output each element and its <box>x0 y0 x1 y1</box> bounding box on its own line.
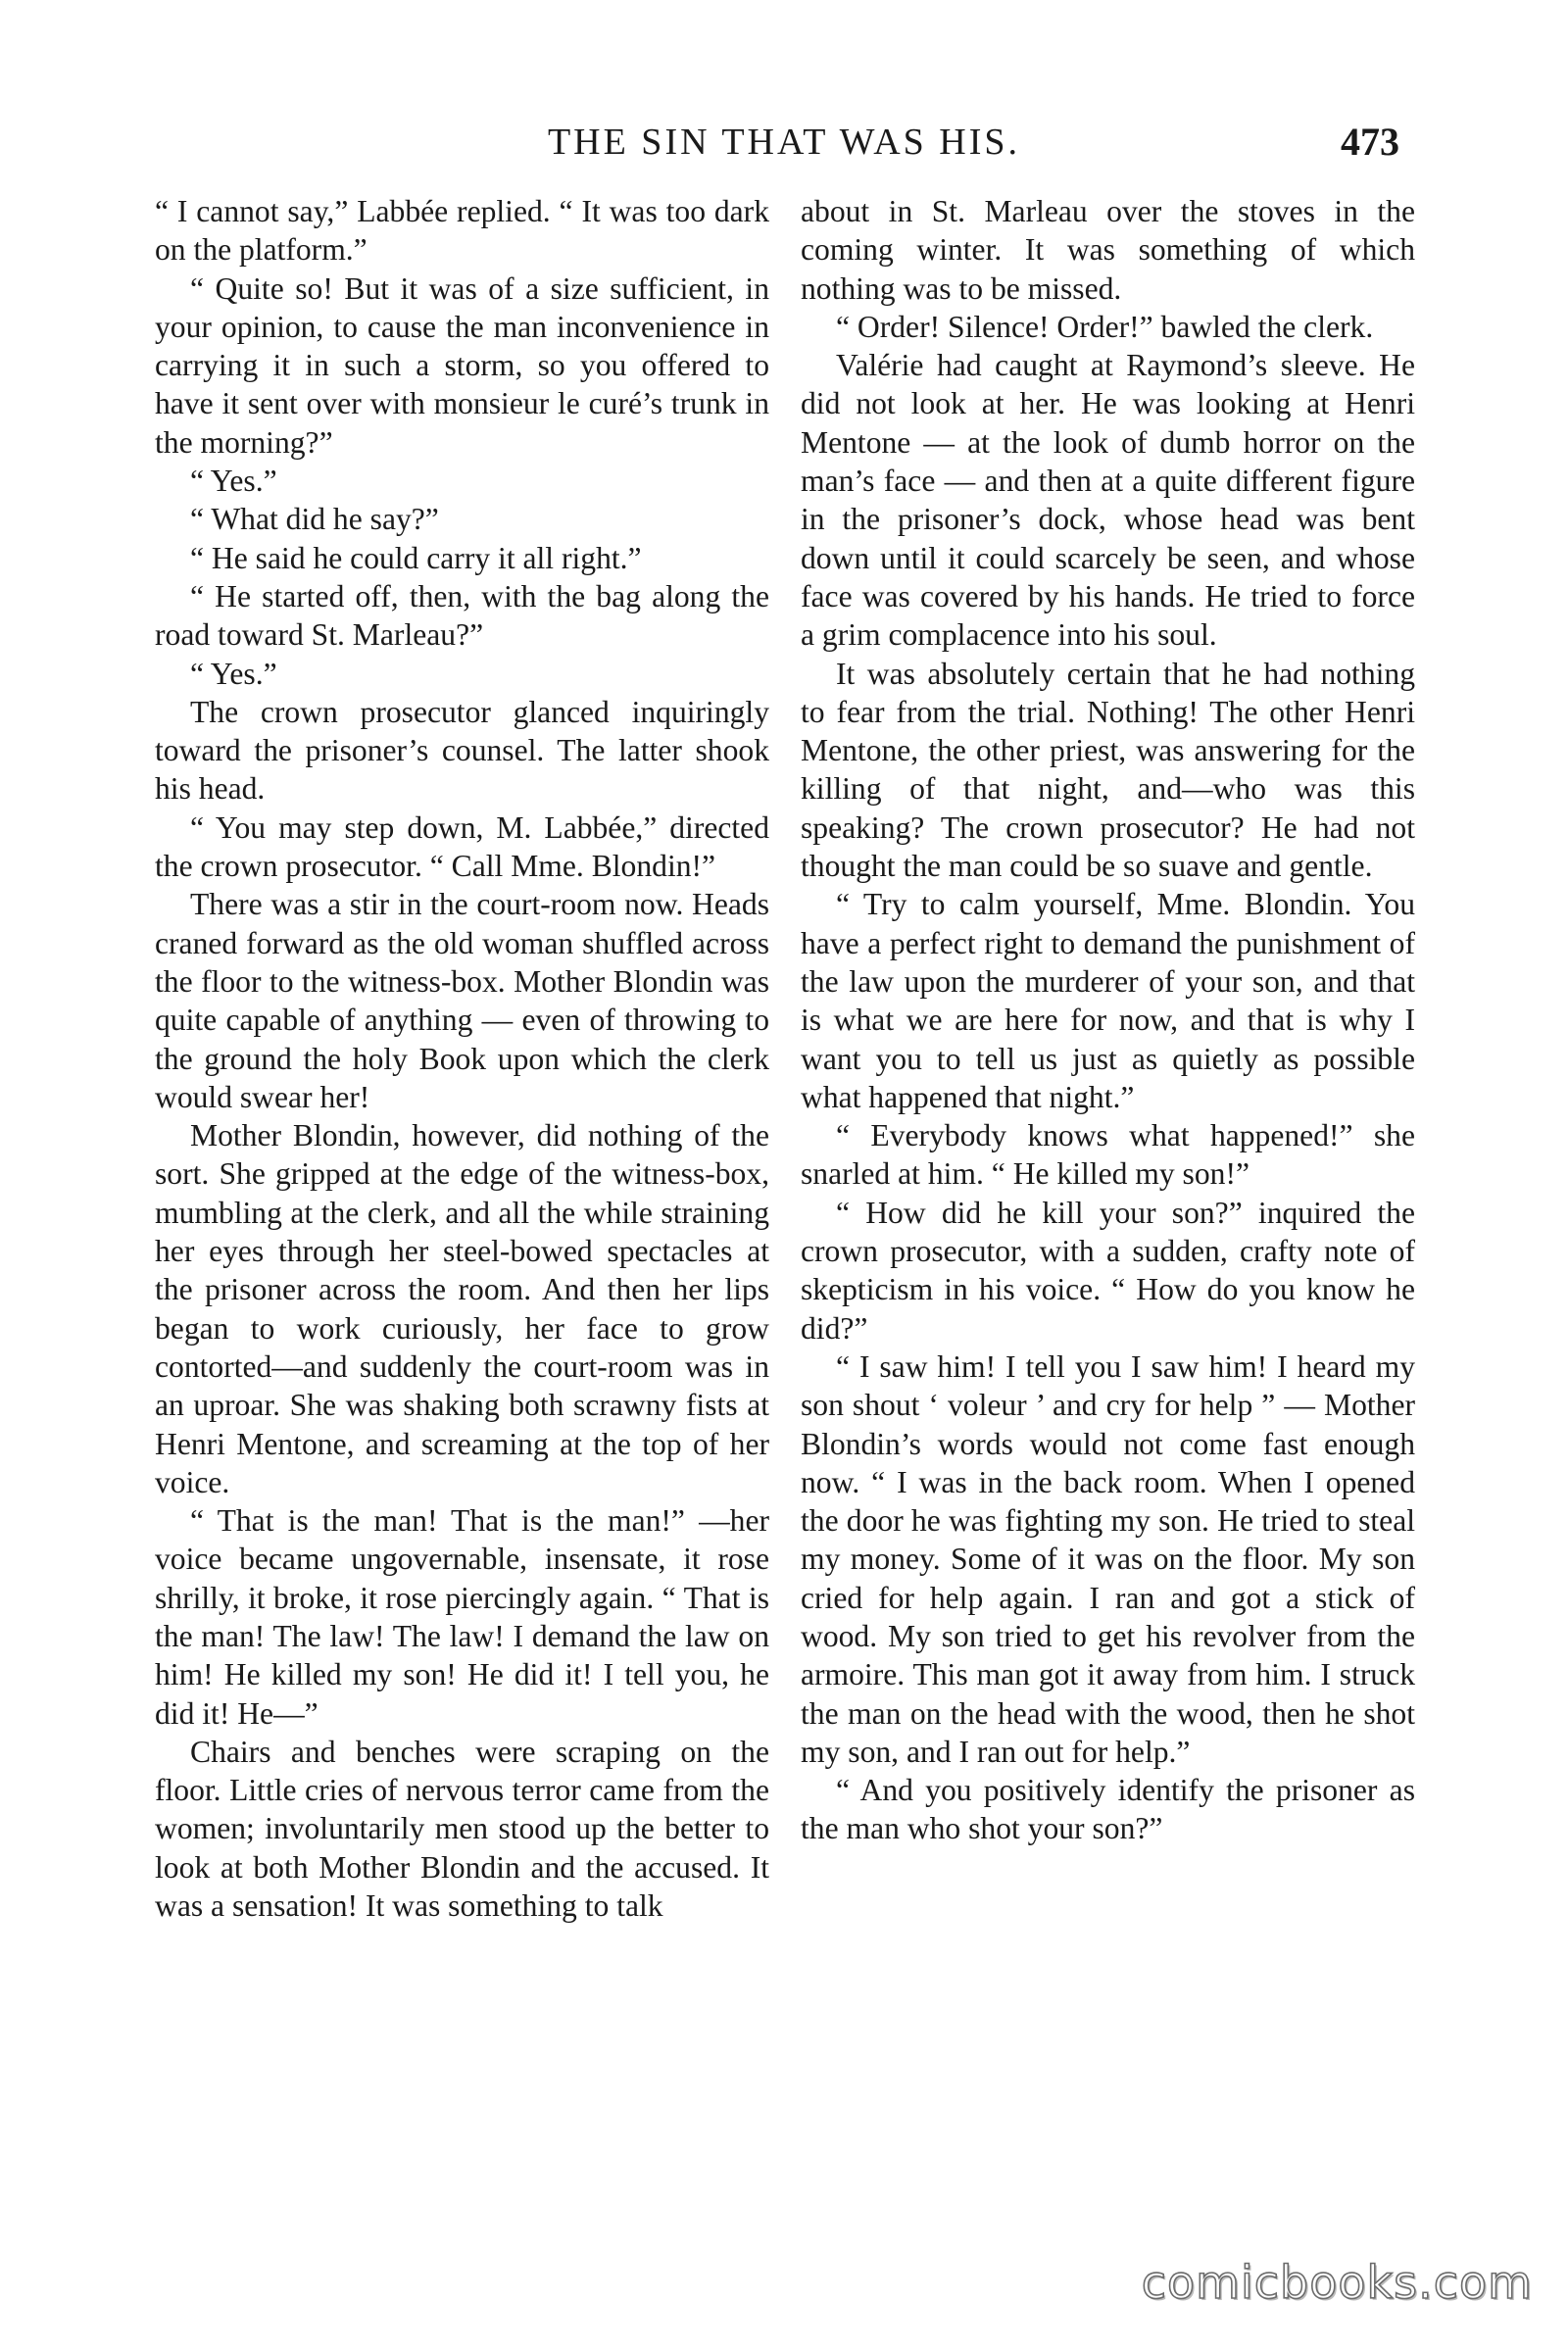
paragraph: about in St. Marleau over the stoves in the coming winter. It was something of which nothing was to be missed. <box>801 194 1415 306</box>
left-column <box>155 192 769 1925</box>
right-column <box>801 192 1415 1848</box>
paragraph: “ That is the man! That is the man!” —her voice became ungovernable, insensate, it rose shrilly, it broke, it rose piercingly again. “ That is the man! The law! The law! I demand the law on him! He killed my son! He did it! I tell you, he did it! He—” <box>155 1503 769 1731</box>
running-title: THE SIN THAT WAS HIS. <box>547 122 1021 163</box>
paragraph: “ Yes.” <box>190 464 277 499</box>
page-header <box>147 120 1421 178</box>
paragraph: “ Yes.” <box>190 656 277 691</box>
paragraph: “ Try to calm yourself, Mme. Blondin. You have a perfect right to demand the punishment of the law upon the murderer of your son, and that is what we are here for now, and that is why I want you to tell us just as quietly as possible what happened that night.” <box>801 887 1415 1114</box>
paragraph: “ And you positively identify the prisoner as the man who shot your son?” <box>801 1773 1415 1846</box>
paragraph: There was a stir in the court-room now. Heads craned forward as the old woman shuffled across the floor to the witness-box. Mother Blondin was quite capable of anything — even of throwing to the ground the holy Book upon which the clerk would swear her! <box>155 887 769 1114</box>
paragraph: The crown prosecutor glanced inquiringly toward the prisoner’s counsel. The latter shook his head. <box>155 694 769 807</box>
paragraph: “ He said he could carry it all right.” <box>190 540 642 575</box>
paragraph: “ How did he kill your son?” inquired the crown prosecutor, with a sudden, crafty note of skepticism in his voice. “ How do you know he did?” <box>801 1195 1415 1346</box>
paragraph: “ You may step down, M. Labbée,” directed the crown prosecutor. “ Call Mme. Blondin!” <box>155 809 769 884</box>
paragraph: “ Everybody knows what happened!” she snarled at him. “ He killed my son!” <box>801 1118 1415 1192</box>
site-watermark: comicbooks.com <box>1141 2256 1533 2309</box>
paragraph: “ I cannot say,” Labbée replied. “ It was too dark on the platform.” <box>155 194 769 268</box>
paragraph: “ He started off, then, with the bag along the road toward St. Marleau?” <box>155 578 769 653</box>
page-number: 473 <box>1341 120 1399 164</box>
paragraph: Valérie had caught at Raymond’s sleeve. He did not look at her. He was looking at Henri Mentone — at the look of dumb horror on the man’s face — and then at a quite different figure in the prisoner’s dock, whose head was bent down until it could scarcely be seen, and whose face was covered by his hands. He tried to force a grim complacence into his soul. <box>801 348 1415 653</box>
paragraph: “ I saw him! I tell you I saw him! I heard my son shout ‘ voleur ’ and cry for help ” — Mother Blondin’s words would not come fast enough now. “ I was in the back room. When I opened the door he was fighting my son. He tried to steal my money. Some of it was on the floor. My son cried for help again. I ran and got a stick of wood. My son tried to get his revolver from the armoire. This man got it away from him. I struck the man on the head with the wood, then he shot my son, and I ran out for help.” <box>801 1348 1415 1769</box>
paragraph: “ Order! Silence! Order!” bawled the clerk. <box>836 309 1374 344</box>
paragraph: Mother Blondin, however, did nothing of the sort. She gripped at the edge of the witness-box, mumbling at the clerk, and all the while straining her eyes through her steel-bowed spectacles at the prisoner across the room. And then her lips began to work curiously, her face to grow contorted—and suddenly the court-room was in an uproar. She was shaking both scrawny fists at Henri Mentone, and screaming at the top of her voice. <box>155 1118 769 1499</box>
paragraph: “ What did he say?” <box>190 502 439 537</box>
paragraph: It was absolutely certain that he had nothing to fear from the trial. Nothing! The other Henri Mentone, the other priest, was answering for the killing of that night, and—who was this speaking? The crown prosecutor? He had not thought the man could be so suave and gentle. <box>801 656 1415 884</box>
paragraph: “ Quite so! But it was of a size sufficient, in your opinion, to cause the man inconvenience in carrying it in such a storm, so you offered to have it sent over with monsieur le curé’s trunk in the morning?” <box>155 270 769 460</box>
paragraph: Chairs and benches were scraping on the floor. Little cries of nervous terror came from the women; involuntarily men stood up the better to look at both Mother Blondin and the accused. It was a sensation! It was something to talk <box>155 1734 769 1924</box>
